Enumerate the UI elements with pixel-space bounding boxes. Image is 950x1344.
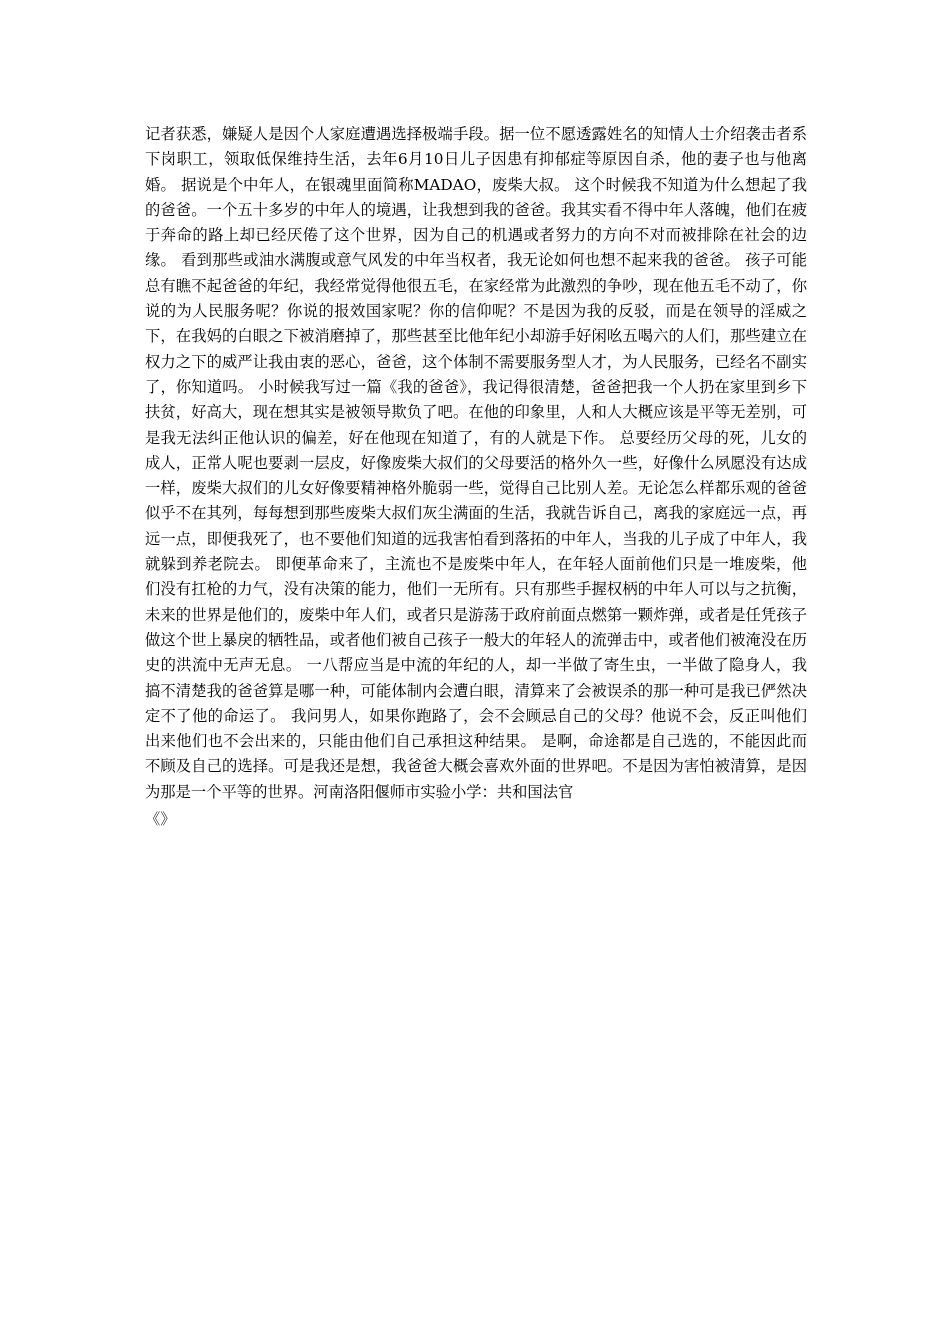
document-page — [145, 122, 807, 832]
book-title-marks: 《》 — [145, 810, 176, 829]
body-paragraph: 记者获悉，嫌疑人是因个人家庭遭遇选择极端手段。据一位不愿透露姓名的知情人士介绍袭击者系下岗职工，领取低保维持生活，去年6月10日儿子因患有抑郁症等原因自杀，他的妻子也与他离婚。 据说是个中年人，在银魂里面简称MADAO，废柴大叔。 这个时候我不知道为什么想起了我的爸爸。一个五十多岁的中年人的境遇，让我想到我的爸爸。我其实看不得中年人落魄，他们在疲于奔命的路上却已经厌倦了这个世界，因为自己的机遇或者努力的方向不对而被排除在社会的边缘。 看到那些或油水满腹或意气风发的中年当权者，我无论如何也想不起来我的爸爸。 孩子可能总有瞧不起爸爸的年纪，我经常觉得他很五毛，在家经常为此激烈的争吵，现在他五毛不动了，你说的为人民服务呢？你说的报效国家呢？你的信仰呢？不是因为我的反驳，而是在领导的淫威之下，在我妈的白眼之下被消磨掉了，那些甚至比他年纪小却游手好闲吆五喝六的人们，那些建立在权力之下的威严让我由衷的恶心，爸爸，这个体制不需要服务型人才，为人民服务，已经名不副实了，你知道吗。 小时候我写过一篇《我的爸爸》，我记得很清楚，爸爸把我一个人扔在家里到乡下扶贫，好高大，现在想其实是被领导欺负了吧。在他的印象里，人和人大概应该是平等无差别，可是我无法纠正他认识的偏差，好在他现在知道了，有的人就是下作。 总要经历父母的死，儿女的成人，正常人呢也要剥一层皮，好像废柴大叔们的父母要活的格外久一些，好像什么夙愿没有达成一样，废柴大叔们的儿女好像要精神格外脆弱一些，觉得自己比别人差。无论怎么样都乐观的爸爸似乎不在其列，每每想到那些废柴大叔们灰尘满面的生活，我就告诉自己，离我的家庭远一点，再远一点，即便我死了，也不要他们知道的远我害怕看到落拓的中年人，当我的儿子成了中年人，我就躲到养老院去。 即便革命来了，主流也不是废柴中年人，在年轻人面前他们只是一堆废柴，他们没有扛枪的力气，没有决策的能力，他们一无所有。只有那些手握权柄的中年人可以与之抗衡，未来的世界是他们的，废柴中年人们，或者只是游荡于政府前面点燃第一颗炸弹，或者是任凭孩子做这个世上暴戾的牺牲品，或者他们被自己孩子一般大的年轻人的流弹击中，或者他们被淹没在历史的洪流中无声无息。 一八帮应当是中流的年纪的人，却一半做了寄生虫，一半做了隐身人，我搞不清楚我的爸爸算是哪一种，可能体制内会遭白眼，清算来了会被误杀的那一种可是我已俨然决定不了他的命运了。 我问男人，如果你跑路了，会不会顾忌自己的父母？他说不会，反正叫他们出来他们也不会出来的，只能由他们自己承担这种结果。 是啊，命途都是自己选的，不能因此而不顾及自己的选择。可是我还是想，我爸爸大概会喜欢外面的世界吧。不是因为害怕被清算，是因为那是一个平等的世界。河南洛阳偃师市实验小学：共和国法官 — [145, 125, 807, 801]
